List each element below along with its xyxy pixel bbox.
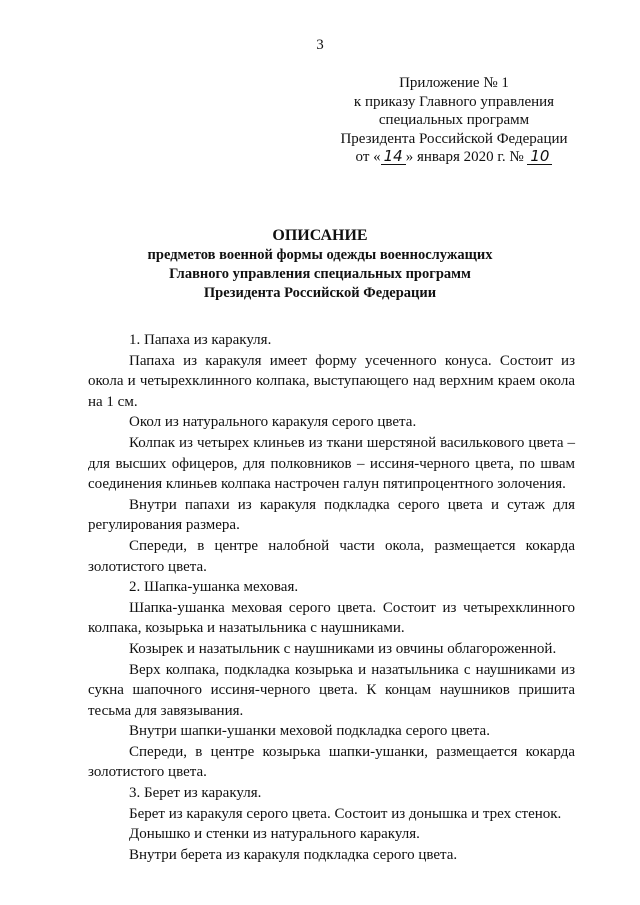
paragraph: Спереди, в центре налобной части окола, размещается кокарда золотистого цвета. bbox=[88, 537, 575, 575]
handwritten-day: 14 bbox=[381, 149, 406, 165]
paragraph: Шапка-ушанка меховая серого цвета. Состоит из четырехклинного колпака, козырька и назатыльника с наушниками. bbox=[88, 599, 575, 637]
title-main: ОПИСАНИЕ bbox=[272, 227, 368, 244]
title-sub-3: Президента Российской Федерации bbox=[203, 285, 437, 301]
appendix-line-3: специальных программ bbox=[378, 112, 530, 128]
appendix-block bbox=[330, 74, 578, 167]
appendix-line-4: Президента Российской Федерации bbox=[340, 130, 568, 147]
section-heading: 2. Шапка-ушанка меховая. bbox=[129, 579, 299, 596]
appendix-date-line bbox=[330, 148, 578, 167]
paragraph: Внутри берета из каракуля подкладка серого цвета. bbox=[129, 846, 458, 863]
paragraph: Донышко и стенки из натурального каракуля. bbox=[129, 826, 420, 843]
handwritten-order-number: 10 bbox=[527, 149, 552, 165]
section-heading: 3. Берет из каракуля. bbox=[129, 785, 262, 802]
date-middle: » января 2020 г. № bbox=[405, 149, 528, 165]
document-title bbox=[60, 226, 580, 303]
title-sub-2: Главного управления специальных программ bbox=[169, 266, 471, 282]
paragraph: Козырек и назатыльник с наушниками из овчины облагороженной. bbox=[129, 640, 557, 657]
paragraph: Колпак из четырех клиньев из ткани шерстяной василькового цвета – для высших офицеров, для полковников – иссиня-черного цвета, по швам соединения клиньев колпака настрочен галун пятипроцентного золочения. bbox=[88, 434, 575, 493]
paragraph: Папаха из каракуля имеет форму усеченного конуса. Состоит из окола и четырехклинного колпака, выступающего над верхним краем окола на 1 см. bbox=[88, 352, 575, 410]
appendix-line-2: к приказу Главного управления bbox=[353, 93, 555, 110]
section-heading: 1. Папаха из каракуля. bbox=[129, 332, 272, 348]
paragraph: Верх колпака, подкладка козырька и назатыльника с наушниками из сукна шапочного иссиня-черного цвета. К концам наушников пришита тесьма для завязывания. bbox=[88, 661, 575, 719]
paragraph: Окол из натурального каракуля серого цвета. bbox=[129, 414, 417, 431]
paragraph: Внутри папахи из каракуля подкладка серого цвета и сутаж для регулирования размера. bbox=[88, 496, 575, 534]
title-sub-1: предметов военной формы одежды военнослужащих bbox=[147, 247, 493, 263]
page-number: 3 bbox=[316, 37, 324, 53]
paragraph: Внутри шапки-ушанки меховой подкладка серого цвета. bbox=[129, 723, 490, 740]
document-body bbox=[88, 330, 575, 865]
paragraph: Спереди, в центре козырька шапки-ушанки, размещается кокарда золотистого цвета. bbox=[88, 743, 575, 781]
appendix-line-1: Приложение № 1 bbox=[399, 75, 509, 91]
date-prefix: от « bbox=[355, 149, 381, 165]
paragraph: Берет из каракуля серого цвета. Состоит из донышка и трех стенок. bbox=[129, 805, 562, 822]
